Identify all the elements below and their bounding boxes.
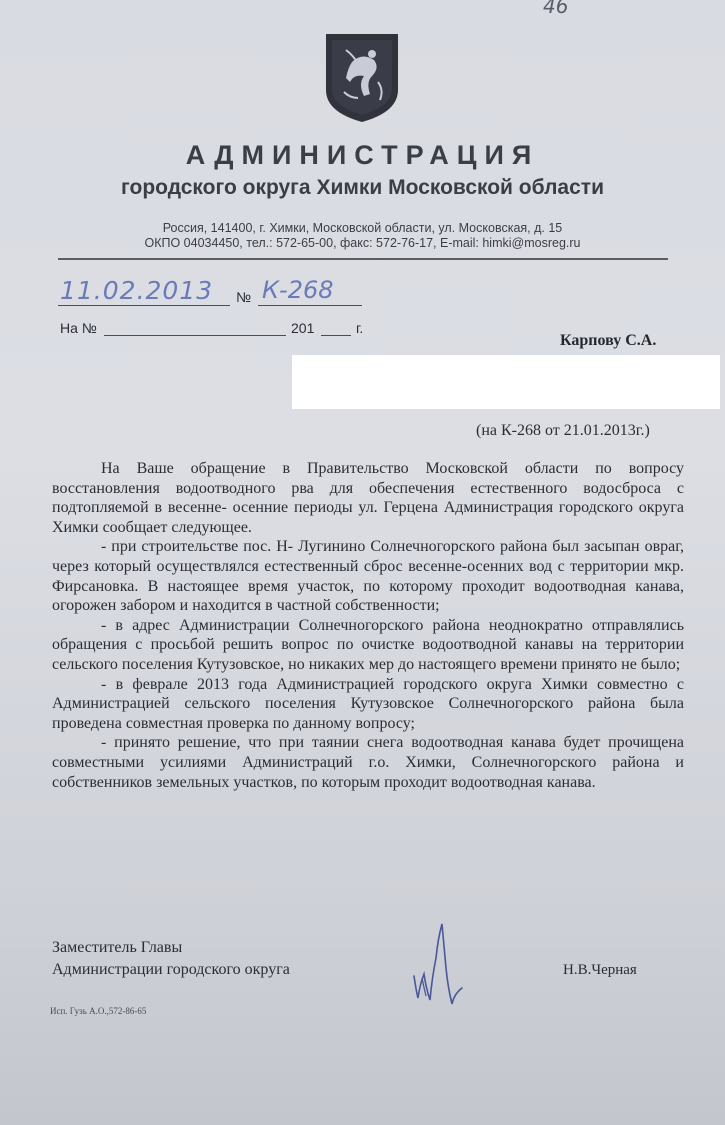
body-paragraph: - в адрес Администрации Солнечногорского района неоднократно отправлялись обращения с просьбой решить вопрос по очистке водоотводной канавы на территории сельского поселения Кутузовское, но никаких мер до настоящего времени принято не было; <box>52 616 684 673</box>
signer-name: Н.В.Черная <box>563 962 637 978</box>
reply-to-label: На № <box>60 320 97 336</box>
address-line: Россия, 141400, г. Химки, Московской области, ул. Московская, д. 15 <box>162 221 563 235</box>
date-underline <box>58 305 230 306</box>
reply-to-underline <box>104 335 286 336</box>
signatory-title-line: Заместитель Главы <box>52 939 183 956</box>
body-paragraph: На Ваше обращение в Правительство Московской области по вопросу восстановления водоотводного рва для обеспечения естественного водосброса с подтопляемой в весенне- осенние периоды ул. Герцена Администрация городского округа Химки сообщает следующее. <box>52 460 684 536</box>
header-divider <box>58 258 668 260</box>
year-label: 201 <box>291 320 315 336</box>
contacts-line: ОКПО 04034450, тел.: 572-65-00, факс: 572-76-17, E-mail: himki@mosreg.ru <box>144 236 581 250</box>
executor-note: Исп. Гузь А.О.,572-86-65 <box>50 1006 147 1016</box>
body-paragraph: - при строительстве пос. Н- Лугинино Солнечногорского района был засыпан овраг, через который осуществлялся естественный сброс весенне-осенних вод с территории мкр. Фирсановка. В настоящее время участок, по которому проходит водоотводная канава, огорожен забором и находится в частной собственности; <box>52 538 684 615</box>
organization-subtitle: городского округа Химки Московской области <box>121 176 604 199</box>
number-label: № <box>236 289 252 305</box>
year-underline <box>321 335 351 336</box>
year-suffix: г. <box>356 320 364 336</box>
body-paragraph: - в феврале 2013 года Администрацией городского округа Химки совместно с Администрацией сельского поселения Кутузовское Солнечногорского района была проведена совместная проверка по данному вопросу; <box>52 675 684 732</box>
handwritten-page-number: 46 <box>543 0 569 18</box>
handwritten-signature <box>406 918 468 1008</box>
coat-of-arms-icon <box>324 32 400 124</box>
letter-number: К-268 <box>262 276 334 304</box>
reference-line: (на К-268 от 21.01.2013г.) <box>476 422 650 439</box>
redacted-address-block <box>292 355 720 409</box>
recipient-name: Карпову С.А. <box>560 332 657 349</box>
letter-date: 11.02.2013 <box>60 276 214 305</box>
letter-body <box>52 459 684 792</box>
signatory-title <box>52 937 290 981</box>
organization-title: АДМИНИСТРАЦИЯ <box>185 140 540 170</box>
signatory-title-line: Администрации городского округа <box>52 961 290 978</box>
body-paragraph: - принято решение, что при таянии снега водоотводная канава будет прочищена совместными усилиями Администраций г.о. Химки, Солнечногорского района и собственников земельных участков, по которым проходит водоотводная канава. <box>52 734 684 791</box>
number-underline <box>258 305 362 306</box>
